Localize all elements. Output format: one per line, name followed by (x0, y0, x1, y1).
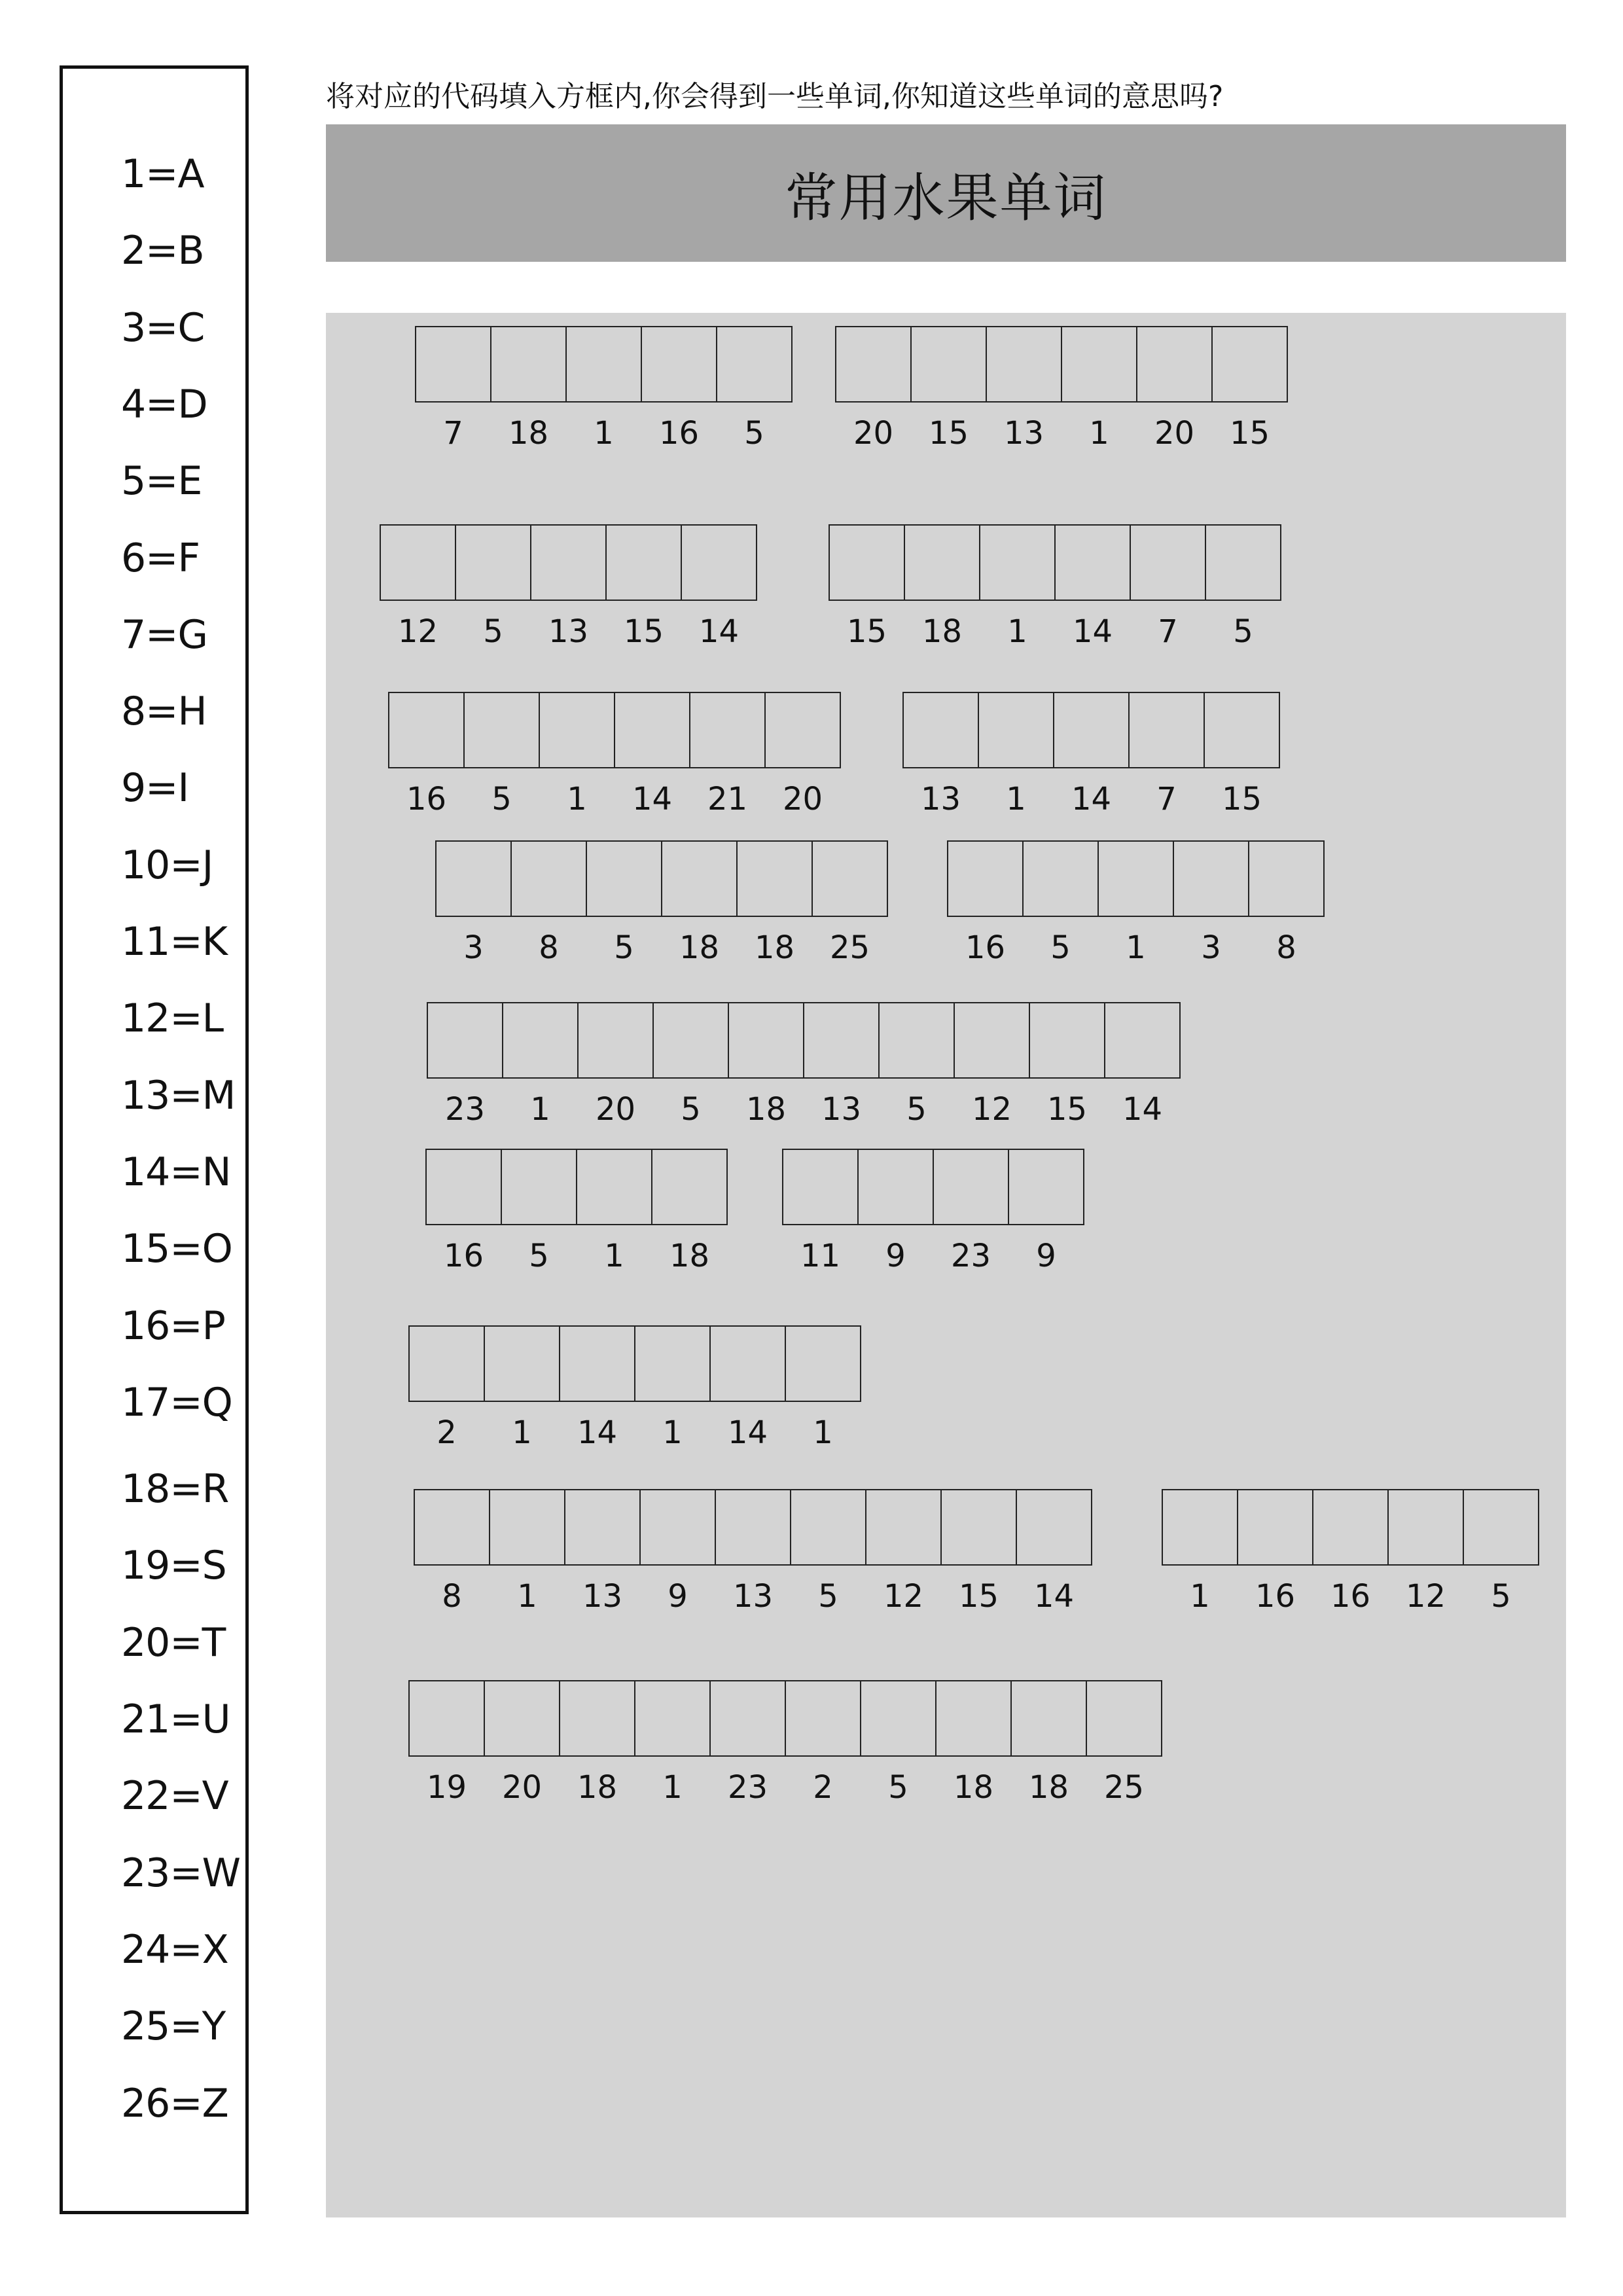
answer-box[interactable] (978, 692, 1054, 768)
word-puzzle (902, 692, 1279, 819)
letter-code: 2 (813, 1769, 833, 1806)
letter-code: 2 (437, 1414, 457, 1451)
answer-box[interactable] (979, 524, 1056, 601)
answer-box[interactable] (947, 840, 1024, 917)
letter-code: 18 (745, 1091, 787, 1128)
answer-box[interactable] (1104, 1002, 1181, 1079)
answer-boxes (415, 326, 791, 403)
legend-entry: 17=Q (121, 1379, 232, 1426)
legend-entry: 5=E (121, 458, 202, 505)
letter-code: 23 (444, 1091, 486, 1128)
answer-box[interactable] (1016, 1489, 1092, 1566)
letter-code: 5 (483, 613, 503, 650)
letter-code: 9 (1036, 1238, 1056, 1274)
answer-box[interactable] (1022, 840, 1099, 917)
letter-code: 15 (846, 613, 887, 650)
answer-boxes (782, 1149, 1083, 1225)
answer-box[interactable] (709, 1325, 786, 1402)
letter-code: 13 (821, 1091, 862, 1128)
legend-entry: 9=I (121, 765, 189, 812)
answer-box[interactable] (652, 1002, 729, 1079)
answer-box[interactable] (1211, 326, 1288, 403)
answer-box[interactable] (502, 1002, 579, 1079)
letter-code: 5 (1233, 613, 1253, 650)
answer-box[interactable] (639, 1489, 716, 1566)
answer-boxes (427, 1002, 1179, 1079)
answer-box[interactable] (689, 692, 766, 768)
letter-code: 12 (397, 613, 438, 650)
letter-code: 14 (1122, 1091, 1163, 1128)
instruction-text: 将对应的代码填入方框内,你会得到一些单词,你知道这些单词的意思吗? (326, 80, 1224, 113)
answer-box[interactable] (1136, 326, 1213, 403)
answer-box[interactable] (709, 1680, 786, 1757)
letter-code: 13 (920, 781, 961, 817)
answer-box[interactable] (586, 840, 662, 917)
letter-code: 20 (1154, 415, 1195, 452)
code-numbers (380, 612, 756, 651)
code-numbers (829, 612, 1280, 651)
answer-box[interactable] (954, 1002, 1030, 1079)
answer-box[interactable] (764, 692, 841, 768)
letter-code: 5 (1050, 929, 1071, 966)
letter-code: 1 (1006, 781, 1026, 817)
letter-code: 3 (1201, 929, 1221, 966)
letter-code: 1 (1007, 613, 1027, 650)
word-puzzle (388, 692, 840, 819)
letter-code: 18 (1028, 1769, 1069, 1806)
answer-box[interactable] (910, 326, 987, 403)
answer-box[interactable] (634, 1680, 711, 1757)
answer-box[interactable] (1061, 326, 1137, 403)
answer-box[interactable] (829, 524, 905, 601)
answer-box[interactable] (427, 1002, 503, 1079)
answer-box[interactable] (728, 1002, 804, 1079)
answer-box[interactable] (715, 1489, 791, 1566)
letter-code: 18 (754, 929, 795, 966)
answer-boxes (408, 1325, 860, 1402)
answer-boxes (380, 524, 756, 601)
answer-box[interactable] (641, 326, 717, 403)
word-puzzle (380, 524, 756, 651)
answer-box[interactable] (1029, 1002, 1105, 1079)
word-puzzle (835, 326, 1287, 453)
letter-code: 15 (1221, 781, 1262, 817)
word-puzzle (415, 326, 791, 453)
answer-box[interactable] (785, 1325, 861, 1402)
answer-box[interactable] (785, 1680, 861, 1757)
letter-code: 13 (732, 1578, 774, 1615)
code-numbers (947, 928, 1323, 967)
answer-box[interactable] (530, 524, 607, 601)
letter-code: 13 (582, 1578, 623, 1615)
answer-box[interactable] (559, 1680, 635, 1757)
letter-code: 5 (614, 929, 634, 966)
answer-box[interactable] (860, 1680, 936, 1757)
answer-box[interactable] (1130, 524, 1206, 601)
legend-entry: 12=L (121, 996, 224, 1042)
letter-code: 5 (888, 1769, 908, 1806)
answer-box[interactable] (1008, 1149, 1084, 1225)
letter-code: 7 (1156, 781, 1177, 817)
letter-code: 15 (958, 1578, 999, 1615)
answer-box[interactable] (681, 524, 757, 601)
legend-entry: 1=A (121, 151, 204, 197)
answer-box[interactable] (559, 1325, 635, 1402)
answer-box[interactable] (1128, 692, 1205, 768)
letter-code: 14 (698, 613, 740, 650)
letter-code: 25 (829, 929, 870, 966)
answer-box[interactable] (940, 1489, 1017, 1566)
letter-code: 19 (426, 1769, 467, 1806)
letter-code: 21 (707, 781, 748, 817)
letter-code: 9 (885, 1238, 906, 1274)
answer-box[interactable] (577, 1002, 654, 1079)
letter-code: 18 (508, 415, 549, 452)
letter-code: 1 (512, 1414, 532, 1451)
letter-code: 20 (501, 1769, 543, 1806)
letter-code: 18 (953, 1769, 994, 1806)
letter-code: 9 (668, 1578, 688, 1615)
letter-code: 14 (727, 1414, 768, 1451)
answer-box[interactable] (564, 1489, 641, 1566)
answer-boxes (1162, 1489, 1538, 1566)
letter-code: 8 (539, 929, 559, 966)
letter-code: 14 (1071, 781, 1112, 817)
code-numbers (408, 1413, 860, 1452)
answer-box[interactable] (878, 1002, 955, 1079)
answer-box[interactable] (1237, 1489, 1313, 1566)
word-puzzle (435, 840, 887, 967)
letter-code: 16 (965, 929, 1006, 966)
letter-code: 5 (491, 781, 512, 817)
answer-boxes (388, 692, 840, 768)
answer-boxes (414, 1489, 1091, 1566)
answer-box[interactable] (935, 1680, 1012, 1757)
legend-entry: 25=Y (121, 2003, 226, 2050)
answer-box[interactable] (1053, 692, 1130, 768)
letter-code: 14 (1072, 613, 1113, 650)
answer-box[interactable] (435, 840, 512, 917)
code-numbers (415, 414, 791, 453)
code-numbers (1162, 1577, 1538, 1616)
letter-code: 20 (595, 1091, 636, 1128)
legend-entry: 14=N (121, 1149, 231, 1195)
answer-box[interactable] (576, 1149, 652, 1225)
code-numbers (408, 1768, 1161, 1807)
letter-code: 8 (1276, 929, 1296, 966)
answer-box[interactable] (565, 326, 642, 403)
legend-entry: 15=O (121, 1226, 232, 1272)
letter-code: 1 (813, 1414, 833, 1451)
answer-box[interactable] (651, 1149, 728, 1225)
legend-entry: 20=T (121, 1619, 226, 1666)
word-puzzle (427, 1002, 1179, 1129)
answer-box[interactable] (490, 326, 567, 403)
legend-entry: 23=W (121, 1850, 240, 1896)
answer-box[interactable] (803, 1002, 880, 1079)
word-puzzle (414, 1489, 1091, 1616)
letter-code: 15 (623, 613, 664, 650)
letter-code: 15 (1229, 415, 1270, 452)
answer-box[interactable] (1054, 524, 1131, 601)
letter-code: 16 (406, 781, 447, 817)
legend-entry: 3=C (121, 304, 205, 351)
answer-box[interactable] (1086, 1680, 1162, 1757)
legend-entry: 8=H (121, 689, 207, 735)
answer-box[interactable] (1162, 1489, 1238, 1566)
answer-boxes (902, 692, 1279, 768)
legend-entry: 4=D (121, 381, 207, 427)
letter-code: 1 (594, 415, 614, 452)
code-numbers (902, 780, 1279, 819)
answer-box[interactable] (716, 326, 793, 403)
code-numbers (414, 1577, 1091, 1616)
answer-box[interactable] (634, 1325, 711, 1402)
letter-code: 5 (744, 415, 764, 452)
letter-code: 20 (782, 781, 823, 817)
answer-box[interactable] (463, 692, 540, 768)
letter-code: 15 (1046, 1091, 1088, 1128)
answer-box[interactable] (661, 840, 738, 917)
legend-entry: 7=G (121, 611, 207, 658)
code-numbers (425, 1236, 726, 1276)
letter-code: 1 (530, 1091, 550, 1128)
code-numbers (435, 928, 887, 967)
letter-code: 14 (1033, 1578, 1075, 1615)
letter-code: 12 (1405, 1578, 1446, 1615)
letter-code: 1 (1190, 1578, 1210, 1615)
answer-box[interactable] (782, 1149, 859, 1225)
letter-code: 11 (800, 1238, 841, 1274)
letter-code: 1 (1126, 929, 1146, 966)
answer-box[interactable] (1248, 840, 1325, 917)
answer-box[interactable] (388, 692, 465, 768)
answer-box[interactable] (1204, 692, 1280, 768)
letter-code: 1 (662, 1769, 683, 1806)
answer-box[interactable] (1010, 1680, 1087, 1757)
answer-box[interactable] (1463, 1489, 1539, 1566)
legend-entry: 10=J (121, 842, 213, 888)
letter-code: 7 (443, 415, 463, 452)
letter-code: 16 (658, 415, 700, 452)
answer-box[interactable] (501, 1149, 577, 1225)
answer-boxes (408, 1680, 1161, 1757)
letter-code: 25 (1103, 1769, 1145, 1806)
legend-entry: 16=P (121, 1302, 225, 1349)
letter-code: 5 (1491, 1578, 1511, 1615)
answer-box[interactable] (812, 840, 888, 917)
answer-boxes (829, 524, 1280, 601)
answer-box[interactable] (904, 524, 980, 601)
title-banner (326, 124, 1566, 262)
answer-box[interactable] (933, 1149, 1009, 1225)
letter-code: 15 (928, 415, 969, 452)
letter-code: 12 (971, 1091, 1012, 1128)
letter-code: 18 (669, 1238, 710, 1274)
letter-code: 14 (577, 1414, 618, 1451)
letter-code: 12 (883, 1578, 924, 1615)
page-title: 常用水果单词 (785, 167, 1107, 228)
letter-code: 5 (529, 1238, 549, 1274)
letter-code: 8 (442, 1578, 462, 1615)
answer-boxes (435, 840, 887, 917)
answer-box[interactable] (380, 524, 456, 601)
letter-code: 5 (906, 1091, 927, 1128)
answer-box[interactable] (790, 1489, 866, 1566)
answer-box[interactable] (614, 692, 690, 768)
letter-code: 14 (632, 781, 673, 817)
word-puzzle (829, 524, 1280, 651)
legend-entry: 21=U (121, 1696, 230, 1742)
answer-boxes (947, 840, 1323, 917)
answer-box[interactable] (835, 326, 912, 403)
letter-code: 7 (1158, 613, 1178, 650)
answer-box[interactable] (902, 692, 979, 768)
word-puzzle (408, 1325, 860, 1452)
letter-code: 13 (1003, 415, 1044, 452)
answer-box[interactable] (1205, 524, 1281, 601)
answer-box[interactable] (489, 1489, 565, 1566)
letter-code: 20 (853, 415, 894, 452)
answer-box[interactable] (510, 840, 587, 917)
legend-entry: 22=V (121, 1773, 228, 1820)
answer-box[interactable] (415, 326, 491, 403)
answer-box[interactable] (455, 524, 531, 601)
letter-code: 18 (679, 929, 720, 966)
answer-box[interactable] (1387, 1489, 1464, 1566)
letter-code: 5 (818, 1578, 838, 1615)
word-puzzle (425, 1149, 726, 1276)
answer-box[interactable] (1173, 840, 1249, 917)
answer-box[interactable] (986, 326, 1062, 403)
answer-box[interactable] (857, 1149, 934, 1225)
letter-code: 1 (517, 1578, 537, 1615)
word-puzzle (947, 840, 1323, 967)
answer-boxes (835, 326, 1287, 403)
letter-code-legend (60, 65, 249, 2214)
legend-entry: 6=F (121, 535, 200, 581)
word-puzzle (408, 1680, 1161, 1807)
answer-box[interactable] (484, 1325, 560, 1402)
code-numbers (427, 1090, 1179, 1129)
letter-code: 16 (1330, 1578, 1371, 1615)
letter-code: 16 (443, 1238, 484, 1274)
answer-box[interactable] (408, 1325, 485, 1402)
letter-code: 1 (567, 781, 587, 817)
legend-entry: 24=X (121, 1926, 228, 1973)
letter-code: 23 (727, 1769, 768, 1806)
legend-entry: 19=S (121, 1543, 226, 1589)
letter-code: 3 (463, 929, 484, 966)
answer-box[interactable] (414, 1489, 490, 1566)
letter-code: 1 (604, 1238, 624, 1274)
word-puzzle (782, 1149, 1083, 1276)
answer-box[interactable] (484, 1680, 560, 1757)
code-numbers (835, 414, 1287, 453)
letter-code: 1 (1089, 415, 1109, 452)
answer-box[interactable] (425, 1149, 502, 1225)
letter-code: 23 (950, 1238, 991, 1274)
answer-box[interactable] (865, 1489, 942, 1566)
answer-box[interactable] (736, 840, 813, 917)
answer-box[interactable] (1097, 840, 1174, 917)
answer-box[interactable] (1312, 1489, 1389, 1566)
letter-code: 5 (681, 1091, 701, 1128)
answer-boxes (425, 1149, 726, 1225)
legend-entry: 18=R (121, 1466, 229, 1513)
letter-code: 13 (548, 613, 589, 650)
word-puzzle (1162, 1489, 1538, 1616)
legend-entry: 13=M (121, 1072, 236, 1119)
letter-code: 18 (577, 1769, 618, 1806)
letter-code: 1 (662, 1414, 683, 1451)
code-numbers (782, 1236, 1083, 1276)
letter-code: 16 (1255, 1578, 1296, 1615)
letter-code: 18 (921, 613, 963, 650)
answer-box[interactable] (605, 524, 682, 601)
answer-box[interactable] (539, 692, 615, 768)
legend-entry: 26=Z (121, 2080, 228, 2126)
code-numbers (388, 780, 840, 819)
legend-entry: 11=K (121, 919, 227, 965)
answer-box[interactable] (408, 1680, 485, 1757)
legend-entry: 2=B (121, 228, 204, 274)
